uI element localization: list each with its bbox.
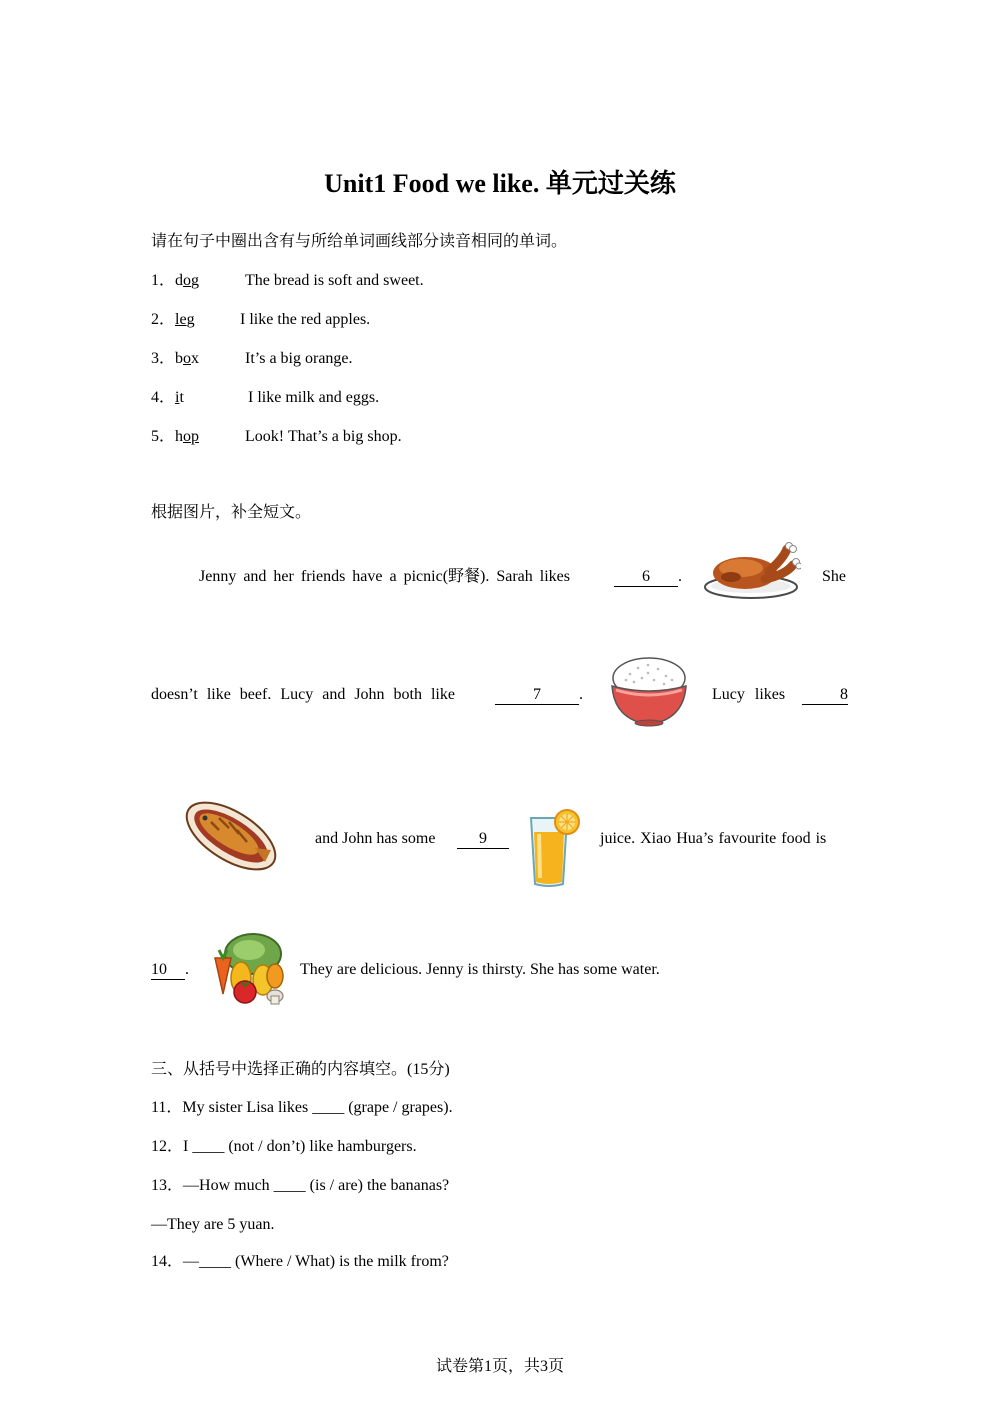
list-item: 3．box [151,350,200,367]
passage-text: They are delicious. Jenny is thirsty. She has some water. [300,961,660,978]
sentence: Look! That’s a big shop. [245,428,402,445]
orange-juice-icon [527,806,581,888]
blank-10: 10 . [151,961,189,978]
sentence: I like the red apples. [240,311,371,328]
sentence: The bread is soft and sweet. [245,272,424,289]
passage-text: and John has some [315,830,436,847]
sentence: It’s a big orange. [245,350,353,367]
fried-fish-icon [183,796,279,878]
list-item: 11．My sister Lisa likes ____ (grape / grapes). [151,1099,453,1116]
passage-text: doesn’t like beef. Lucy and John both like [151,686,455,703]
section3-instruction: 三、从括号中选择正确的内容填空。(15分) [151,1061,450,1078]
blank-7: 7 . [495,684,583,706]
passage-text: juice. Xiao Hua’s favourite food is [600,830,827,847]
passage-text: She [822,568,846,585]
list-item: 13．—How much ____ (is / are) the bananas? [151,1177,450,1194]
list-item: 2．leg [151,311,195,328]
list-item: 12．I ____ (not / don’t) like hamburgers. [151,1138,417,1155]
list-item: 4．it [151,389,184,406]
list-item: 1．dog [151,272,200,289]
rice-bowl-icon [608,654,690,728]
blank-8: 8 [802,684,848,706]
sentence: I like milk and eggs. [248,389,380,406]
section2-instruction: 根据图片，补全短文。 [151,504,312,521]
list-item: —They are 5 yuan. [151,1216,275,1233]
list-item: 5．hop [151,428,200,445]
page-footer: 试卷第1页，共3页 [435,1358,564,1375]
list-item: 14．—____ (Where / What) is the milk from? [151,1253,449,1270]
page-title: Unit1 Food we like. 单元过关练 [324,169,676,198]
vegetables-icon [209,930,289,1006]
section1-instruction: 请在句子中圈出含有与所给单词画线部分读音相同的单词。 [151,233,568,250]
blank-9: 9 [457,828,509,850]
blank-6: 6 . [614,566,682,588]
passage-text: Lucy likes [712,686,786,703]
roast-chicken-icon [703,537,801,601]
passage-text: Jenny and her friends have a picnic(野餐). Sarah likes [199,568,570,585]
